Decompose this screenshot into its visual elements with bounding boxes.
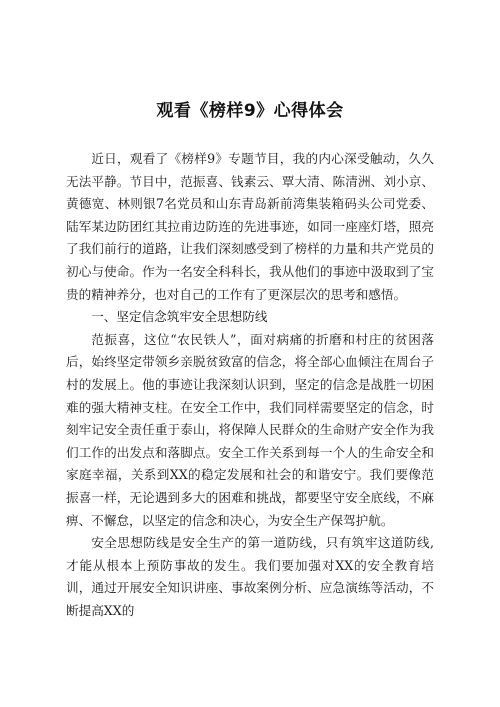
document-title: 观看《榜样9》心得体会 (156, 101, 344, 121)
document-body (66, 148, 434, 622)
section-1-paragraph-1: 范振喜，这位“农民铁人”，面对病痛的折磨和村庄的贫困落后，始终坚定带领乡亲脱贫致富的信念，将全部心血倾注在周台子村的发展上。他的事迹让我深刻认识到，坚定的信念是战胜一切困难的强大精神支柱。在安全工作中，我们同样需要坚定的信念，时刻牢记安全责任重于泰山，将保障人民群众的生命财产安全作为我们工作的出发点和落脚点。安全工作关系到每一个人的生命安全和家庭幸福，关系到XX的稳定发展和社会的和谐安宁。我们要像范振喜一样，无论遇到多大的困难和挑战，都要坚守安全底线，不麻痹、不懈怠，以坚定的信念和决心，为安全生产保驾护航。 (66, 331, 434, 528)
section-heading-1: 一、坚定信念筑牢安全思想防线 (91, 309, 268, 325)
intro-paragraph: 近日，观看了《榜样9》专题节目，我的内心深受触动，久久无法平静。节目中，范振喜、钱素云、覃大清、陈清洲、刘小京、黄德宽、林则银7名党员和山东青岛新前湾集装箱码头公司党委、陆军某边防团红其拉甫边防连的先进事迹，如同一座座灯塔，照亮了我们前行的道路，让我们深刻感受到了榜样的力量和共产党员的初心与使命。作为一名安全科科长，我从他们的事迹中汲取到了宝贵的精神养分，也对自己的工作有了更深层次的思考和感悟。 (66, 151, 434, 302)
section-1-paragraph-2: 安全思想防线是安全生产的第一道防线，只有筑牢这道防线,才能从根本上预防事故的发生。我们要加强对XX的安全教育培训，通过开展安全知识讲座、事故案例分析、应急演练等活动，不断提高XX的 (66, 535, 434, 618)
